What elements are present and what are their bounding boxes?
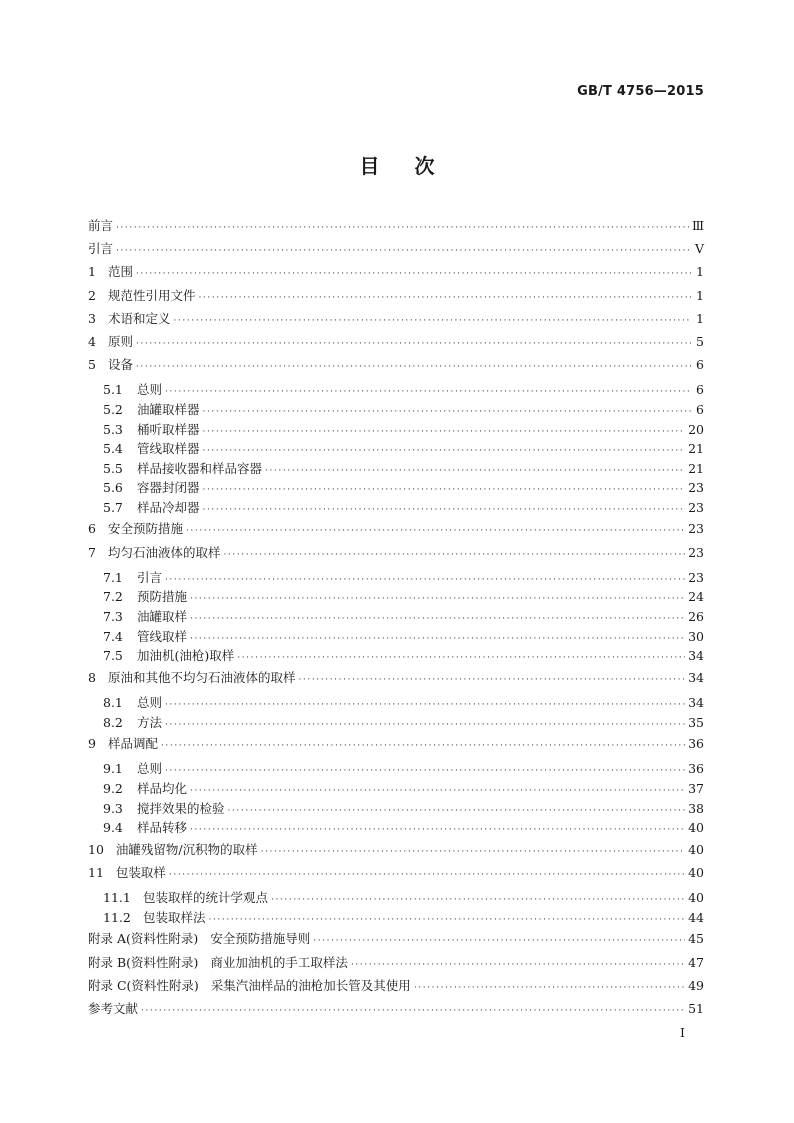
toc-entry[interactable]: [88, 799, 704, 819]
toc-entry-page: 36: [688, 761, 704, 777]
toc-entry-label: 设备: [107, 357, 133, 373]
toc-dot-leader: [223, 550, 685, 560]
toc-entry[interactable]: [88, 543, 704, 566]
toc-entry[interactable]: [88, 759, 704, 779]
toc-entry-page: 23: [688, 544, 704, 560]
toc-dot-leader: [169, 870, 685, 880]
toc-dot-leader: [351, 960, 685, 970]
toc-entry-number: 附录 A(资料性附录): [88, 931, 199, 947]
toc-entry[interactable]: [88, 459, 704, 479]
toc-entry[interactable]: [88, 713, 704, 733]
toc-entry-page: 34: [688, 648, 704, 664]
toc-entry[interactable]: [88, 400, 704, 420]
toc-entry-number: 8.1: [103, 695, 123, 710]
toc-entry[interactable]: [88, 929, 704, 952]
toc-entry-number: 5.6: [103, 480, 123, 496]
toc-entry-number: 11.2: [103, 909, 131, 925]
toc-entry-page: 23: [688, 499, 704, 515]
toc-entry-label: 搅拌效果的检验: [137, 800, 225, 816]
toc-dot-leader: [173, 316, 691, 326]
toc-entry-number: 9.4: [103, 820, 123, 836]
toc-entry-label: 安全预防措施导则: [210, 931, 311, 947]
toc-entry-label: 总则: [137, 695, 163, 710]
toc-entry-label: 样品接收器和样品容器: [137, 460, 263, 476]
toc-entry-label: 样品调配: [107, 736, 158, 752]
toc-dot-leader: [116, 223, 689, 233]
toc-dot-leader: [165, 387, 691, 397]
toc-entry-number: 9: [88, 736, 96, 752]
toc-entry-page: 23: [688, 569, 704, 585]
toc-dot-leader: [190, 594, 685, 604]
toc-dot-leader: [136, 339, 691, 349]
toc-entry[interactable]: [88, 668, 704, 691]
toc-entry-page: 45: [688, 931, 704, 947]
toc-entry-page: 47: [688, 954, 704, 970]
toc-entry-number: 5.2: [103, 401, 123, 417]
toc-entry-label: 规范性引用文件: [107, 287, 196, 303]
toc-entry-page: 20: [688, 421, 704, 437]
toc-dot-leader: [190, 614, 685, 624]
toc-dot-leader: [190, 634, 685, 644]
toc-dot-leader: [203, 427, 686, 437]
toc-entry[interactable]: [88, 999, 704, 1022]
toc-dot-leader: [136, 362, 691, 372]
toc-entry-number: 7.4: [103, 628, 123, 644]
toc-entry[interactable]: [88, 286, 704, 309]
toc-entry-number: 5.5: [103, 460, 123, 476]
toc-entry[interactable]: [88, 587, 704, 607]
toc-entry-number: 5.7: [103, 499, 123, 515]
toc-entry-label: 商业加油机的手工取样法: [210, 954, 348, 970]
toc-entry[interactable]: [88, 309, 704, 332]
toc-dot-leader: [203, 485, 686, 495]
toc-entry[interactable]: [88, 779, 704, 799]
toc-entry-number: 附录 C(资料性附录): [88, 977, 199, 993]
toc-entry[interactable]: [88, 908, 704, 928]
toc-entry[interactable]: [88, 953, 704, 976]
toc-entry[interactable]: [88, 439, 704, 459]
toc-entry-page: 37: [688, 780, 704, 796]
toc-dot-leader: [271, 895, 685, 905]
toc-entry-page: 21: [688, 460, 704, 476]
toc-entry-number: 附录 B(资料性附录): [88, 954, 199, 970]
toc-entry-page: 40: [688, 820, 704, 836]
toc-entry-number: 5.1: [103, 382, 123, 398]
toc-entry[interactable]: [88, 262, 704, 285]
toc-entry-label: 油罐取样器: [137, 401, 200, 417]
toc-entry-label: 管线取样: [137, 628, 188, 644]
toc-entry-number: 6: [88, 521, 96, 537]
toc-entry-page: 23: [688, 480, 704, 496]
toc-entry-label: 采集汽油样品的油枪加长管及其使用: [210, 977, 411, 993]
toc-entry-label: 样品冷却器: [137, 499, 200, 515]
toc-entry-page: 38: [688, 800, 704, 816]
toc-entry-page: 1: [696, 310, 704, 326]
toc-entry-number: 7.1: [103, 569, 123, 585]
toc-entry-number: 5.4: [103, 441, 123, 457]
toc-entry-number: 11: [88, 864, 104, 880]
toc-entry-label: 参考文献: [88, 1000, 139, 1016]
toc-entry-page: 24: [688, 589, 704, 605]
toc-entry-label: 均匀石油液体的取样: [107, 544, 221, 560]
toc-entry-page: 23: [688, 521, 704, 537]
toc-entry-number: 8.2: [103, 714, 123, 730]
toc-entry-page: 44: [688, 909, 704, 925]
toc-dot-leader: [203, 407, 691, 417]
toc-entry[interactable]: [88, 380, 704, 400]
toc-entry[interactable]: [88, 627, 704, 647]
toc-entry-number: 1: [88, 264, 96, 280]
toc-dot-leader: [237, 653, 685, 663]
toc-entry-page: 30: [688, 628, 704, 644]
toc-entry-page: 40: [688, 864, 704, 880]
toc-entry-label: 前言: [88, 218, 114, 233]
toc-entry-page: 34: [688, 669, 704, 685]
title-char-left: 目: [359, 154, 380, 178]
toc-entry[interactable]: [88, 976, 704, 999]
toc-dot-leader: [203, 505, 686, 515]
toc-dot-leader: [313, 936, 685, 946]
toc-entry-label: 包装取样法: [143, 909, 206, 925]
toc-entry-number: 7.5: [103, 648, 123, 664]
toc-entry-label: 油罐取样: [137, 609, 188, 625]
toc-dot-leader: [141, 1006, 685, 1016]
toc-entry-label: 原油和其他不均匀石油液体的取样: [107, 669, 296, 685]
toc-entry-label: 引言: [137, 569, 163, 585]
toc-entry[interactable]: [88, 646, 704, 666]
toc-entry-number: 9.1: [103, 761, 123, 777]
toc-entry[interactable]: [88, 888, 704, 908]
toc-entry-number: 10: [88, 841, 104, 857]
toc-dot-leader: [190, 786, 685, 796]
toc-entry-label: 加油机(油枪)取样: [137, 648, 235, 664]
toc-entry-label: 样品均化: [137, 780, 188, 796]
toc-entry-page: 21: [688, 441, 704, 457]
toc-dot-leader: [165, 720, 685, 730]
toc-dot-leader: [228, 806, 686, 816]
toc-dot-leader: [136, 269, 691, 279]
toc-entry-label: 引言: [88, 241, 114, 257]
toc-entry-label: 油罐残留物/沉积物的取样: [115, 841, 258, 857]
toc-dot-leader: [116, 246, 691, 256]
toc-entry-number: 5: [88, 357, 96, 373]
toc-entry[interactable]: [88, 498, 704, 518]
toc-entry[interactable]: [88, 478, 704, 498]
standard-code: GB/T 4756—2015: [577, 84, 704, 99]
toc-entry-number: 9.2: [103, 780, 123, 796]
toc-entry-label: 安全预防措施: [107, 521, 183, 537]
toc-entry-label: 总则: [137, 761, 163, 777]
toc-dot-leader: [209, 915, 686, 925]
toc-dot-leader: [298, 675, 685, 685]
toc-entry-label: 包装取样: [115, 864, 166, 880]
toc-entry[interactable]: [88, 818, 704, 838]
toc-entry-page: Ⅲ: [691, 218, 704, 233]
toc-entry-page: 6: [696, 382, 704, 398]
toc-dot-leader: [165, 700, 685, 710]
toc-entry[interactable]: [88, 693, 704, 713]
toc-entry-page: 1: [696, 287, 704, 303]
toc-entry-number: 4: [88, 333, 96, 349]
toc-entry-page: 34: [688, 695, 704, 710]
toc-entry-number: 2: [88, 287, 96, 303]
toc-entry[interactable]: [88, 607, 704, 627]
title-char-right: 次: [414, 154, 435, 178]
toc-dot-leader: [165, 766, 685, 776]
toc-entry-number: 5.3: [103, 421, 123, 437]
toc-entry-page: 51: [688, 1000, 704, 1016]
toc-entry-label: 桶听取样器: [137, 421, 200, 437]
toc-entry[interactable]: [88, 239, 704, 262]
toc-entry-page: Ⅴ: [694, 241, 704, 257]
toc-entry-label: 范围: [107, 264, 133, 280]
toc-entry-page: 35: [688, 714, 704, 730]
toc-dot-leader: [265, 466, 685, 476]
toc-entry[interactable]: [88, 568, 704, 588]
toc-entry-label: 管线取样器: [137, 441, 200, 457]
toc-entry-page: 5: [696, 333, 704, 349]
toc-entry-number: 7.3: [103, 609, 123, 625]
toc-entry-label: 容器封闭器: [137, 480, 200, 496]
toc-dot-leader: [414, 983, 685, 993]
toc-entry[interactable]: [88, 840, 704, 863]
page-title: [0, 150, 794, 179]
toc-entry-label: 预防措施: [137, 589, 188, 605]
toc-dot-leader: [203, 446, 686, 456]
toc-entry-label: 术语和定义: [107, 310, 171, 326]
toc-entry-label: 方法: [137, 714, 163, 730]
toc-entry[interactable]: [88, 332, 704, 355]
toc-dot-leader: [198, 293, 691, 303]
toc-dot-leader: [190, 825, 685, 835]
toc-entry-page: 40: [688, 841, 704, 857]
toc-entry-page: 26: [688, 609, 704, 625]
toc-entry-label: 总则: [137, 382, 163, 398]
page-number: I: [680, 1025, 685, 1040]
toc-entry[interactable]: [88, 734, 704, 757]
toc-entry-page: 6: [696, 401, 704, 417]
toc-entry-page: 36: [688, 736, 704, 752]
toc-entry[interactable]: [88, 216, 704, 239]
toc-entry[interactable]: [88, 519, 704, 542]
toc-entry-page: 49: [688, 977, 704, 993]
toc-dot-leader: [186, 526, 685, 536]
toc-entry-label: 包装取样的统计学观点: [143, 890, 269, 906]
toc-entry-page: 6: [696, 357, 704, 373]
toc-entry-number: 7.2: [103, 589, 123, 605]
toc-entry-number: 9.3: [103, 800, 123, 816]
table-of-contents: [88, 216, 704, 1022]
toc-entry[interactable]: [88, 863, 704, 886]
toc-entry-label: 原则: [107, 333, 133, 349]
toc-entry-number: 7: [88, 544, 96, 560]
toc-dot-leader: [165, 575, 685, 585]
toc-entry-label: 样品转移: [137, 820, 188, 836]
toc-dot-leader: [161, 741, 685, 751]
toc-entry[interactable]: [88, 420, 704, 440]
toc-entry[interactable]: [88, 355, 704, 378]
toc-entry-number: 3: [88, 310, 96, 326]
toc-entry-page: 1: [696, 264, 704, 280]
toc-entry-number: 8: [88, 669, 96, 685]
toc-entry-page: 40: [688, 890, 704, 906]
toc-dot-leader: [261, 847, 685, 857]
toc-entry-number: 11.1: [103, 890, 131, 906]
